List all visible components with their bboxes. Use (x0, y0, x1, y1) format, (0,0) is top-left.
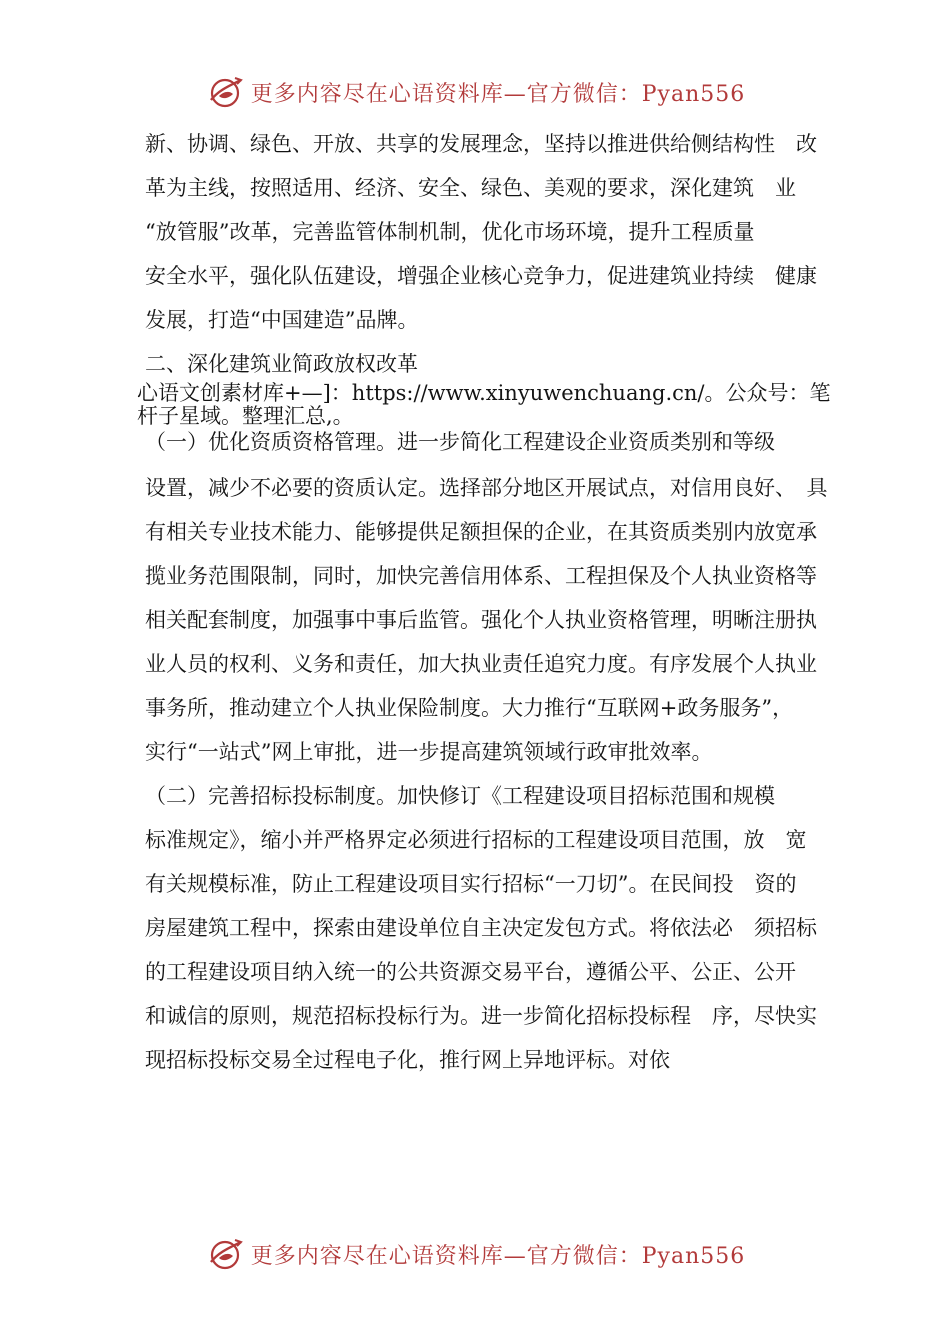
body-line (145, 432, 775, 453)
body-line (145, 962, 796, 983)
body-line (137, 406, 354, 427)
body-line (145, 266, 817, 287)
body-line (145, 132, 817, 156)
body-line (145, 178, 807, 199)
body-line (137, 383, 830, 404)
body-line (145, 478, 828, 499)
body-line (145, 874, 796, 895)
body-line (145, 522, 817, 543)
body-line (145, 222, 754, 243)
line-text: 安全水平，强化队伍建设，增强企业核心竞争力，促进建筑业持续 健康 (145, 264, 817, 288)
line-text: 业人员的权利、义务和责任，加大执业责任追究力度。有序发展个人执业 (145, 652, 817, 676)
logo-icon (205, 1234, 245, 1274)
body-line (145, 698, 793, 719)
line-text: 发展，打造“中国建造”品牌。 (145, 308, 419, 332)
line-text: 事务所，推动建立个人执业保险制度。大力推行“互联网+政务服务”， (145, 696, 794, 720)
body-line (145, 566, 817, 587)
banner-text: 更多内容尽在心语资料库—官方微信：Pyan556 (250, 81, 746, 107)
line-text: 杆子星域。整理汇总,。 (137, 404, 354, 428)
line-text: 揽业务范围限制，同时，加快完善信用体系、工程担保及个人执业资格等 (145, 564, 817, 588)
line-text: 和诚信的原则，规范招标投标行为。进一步简化招标投标程 序，尽快实 (145, 1004, 817, 1028)
line-text: 心语文创素材库+—]：https://www.xinyuwenchuang.cn/。公众号：笔 (137, 381, 831, 405)
body-line (145, 918, 817, 939)
line-text: 二、深化建筑业简政放权改革 (145, 352, 418, 376)
line-text: 实行“一站式”网上审批，进一步提高建筑领域行政审批效率。 (145, 740, 713, 764)
line-text: 有相关专业技术能力、能够提供足额担保的企业，在其资质类别内放宽承 (145, 520, 817, 544)
section-heading (145, 354, 418, 375)
banner-text: 更多内容尽在心语资料库—官方微信：Pyan556 (250, 1243, 746, 1269)
line-text: 革为主线，按照适用、经济、安全、绿色、美观的要求，深化建筑 业 (145, 176, 796, 200)
line-text: 设置，减少不必要的资质认定。选择部分地区开展试点，对信用良好、 具 (145, 476, 828, 500)
body-line (145, 742, 712, 763)
line-text: 标准规定》，缩小并严格界定必须进行招标的工程建设项目范围，放 宽 (145, 828, 807, 852)
line-text: 新、协调、绿色、开放、共享的发展理念，坚持以推进供给侧结构性 改 (145, 132, 817, 156)
line-text: 的工程建设项目纳入统一的公共资源交易平台，遵循公平、公正、公开 (145, 960, 796, 984)
body-line (145, 610, 817, 631)
line-text: 房屋建筑工程中，探索由建设单位自主决定发包方式。将依法必 须招标 (145, 916, 817, 940)
line-text: 有关规模标准，防止工程建设项目实行招标“一刀切”。在民间投 资的 (145, 872, 797, 896)
body-line (145, 830, 807, 851)
body-line (145, 1006, 817, 1027)
body-line (145, 786, 775, 807)
line-text: （二）完善招标投标制度。加快修订《工程建设项目招标范围和规模 (145, 784, 775, 808)
body-line (145, 310, 418, 331)
footer-banner (0, 1234, 950, 1274)
line-text: 现招标投标交易全过程电子化，推行网上异地评标。对依 (145, 1048, 670, 1072)
body-line (145, 1050, 670, 1071)
body-line (145, 654, 817, 675)
line-text: （一）优化资质资格管理。进一步简化工程建设企业资质类别和等级 (145, 430, 775, 454)
line-text: “放管服”改革，完善监管体制机制，优化市场环境，提升工程质量 (145, 220, 755, 244)
line-text: 相关配套制度，加强事中事后监管。强化个人执业资格管理，明晰注册执 (145, 608, 817, 632)
